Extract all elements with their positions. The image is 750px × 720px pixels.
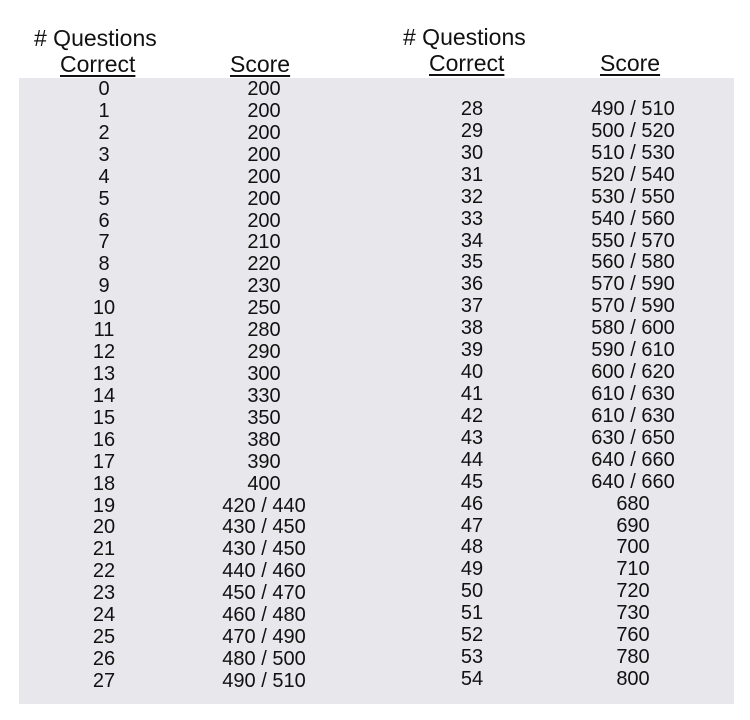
questions-correct-cell: 3 — [98, 143, 110, 166]
questions-correct-cell: 20 — [92, 516, 116, 539]
score-cell: 200 — [247, 209, 281, 232]
score-cell: 580 / 600 — [591, 317, 675, 340]
questions-correct-cell: 41 — [460, 382, 484, 405]
score-cell: 390 — [247, 450, 281, 473]
questions-correct-cell: 24 — [92, 604, 116, 627]
questions-correct-cell: 47 — [460, 514, 484, 537]
score-cell: 680 — [616, 492, 650, 515]
score-cell: 530 / 550 — [591, 185, 675, 208]
questions-correct-cell: 16 — [92, 428, 116, 451]
questions-correct-cell: 13 — [92, 362, 116, 385]
score-cell: 430 / 450 — [222, 516, 306, 539]
right-header-score: Score — [600, 50, 661, 76]
questions-correct-cell: 40 — [460, 361, 484, 384]
score-cell: 250 — [247, 297, 281, 320]
questions-correct-cell: 35 — [460, 251, 484, 274]
questions-correct-cell: 27 — [92, 669, 116, 692]
questions-correct-cell: 10 — [92, 297, 116, 320]
score-cell: 280 — [247, 319, 281, 342]
score-cell: 420 / 440 — [222, 494, 306, 517]
questions-correct-cell: 29 — [460, 119, 484, 142]
questions-correct-cell: 32 — [460, 185, 484, 208]
questions-correct-cell: 11 — [93, 319, 115, 342]
score-cell: 640 / 660 — [591, 448, 675, 471]
score-cell: 290 — [247, 341, 281, 364]
right-header-correct: Correct — [429, 50, 505, 76]
score-cell: 200 — [247, 143, 281, 166]
questions-correct-cell: 23 — [92, 582, 116, 605]
score-cell: 450 / 470 — [222, 582, 306, 605]
score-cell: 480 / 500 — [222, 647, 306, 670]
score-cell: 590 / 610 — [591, 339, 675, 362]
questions-correct-cell: 17 — [92, 450, 116, 473]
score-cell: 560 / 580 — [591, 251, 675, 274]
score-cell: 630 / 650 — [591, 426, 675, 449]
questions-correct-cell: 44 — [460, 448, 484, 471]
questions-correct-cell: 7 — [98, 231, 110, 254]
score-cell: 610 / 630 — [591, 404, 675, 427]
questions-correct-cell: 5 — [98, 187, 110, 210]
questions-correct-cell: 52 — [460, 624, 484, 647]
score-cell: 380 — [247, 428, 281, 451]
score-cell: 800 — [616, 667, 650, 690]
questions-correct-cell: 49 — [460, 558, 484, 581]
questions-correct-cell: 0 — [98, 78, 110, 100]
questions-correct-cell: 26 — [92, 647, 116, 670]
left-header-score: Score — [230, 51, 291, 77]
score-cell: 210 — [247, 231, 281, 254]
questions-correct-cell: 54 — [460, 667, 484, 690]
questions-correct-cell: 45 — [460, 470, 484, 493]
score-cell: 490 / 510 — [591, 98, 675, 120]
questions-correct-cell: 18 — [92, 472, 116, 495]
score-cell: 230 — [247, 275, 281, 298]
score-cell: 200 — [247, 99, 281, 122]
score-cell: 690 — [616, 514, 650, 537]
left-score-column — [194, 79, 334, 693]
score-cell: 490 / 510 — [222, 669, 306, 692]
score-cell: 300 — [247, 362, 281, 385]
questions-correct-cell: 2 — [98, 121, 110, 144]
score-cell: 600 / 620 — [591, 361, 675, 384]
questions-correct-cell: 34 — [460, 229, 484, 252]
questions-correct-cell: 46 — [460, 492, 484, 515]
right-score-column — [563, 99, 703, 691]
questions-correct-cell: 25 — [92, 626, 116, 649]
questions-correct-cell: 33 — [460, 207, 484, 230]
questions-correct-cell: 51 — [460, 602, 484, 625]
questions-correct-cell: 21 — [92, 538, 116, 561]
right-correct-column — [432, 99, 512, 691]
score-cell: 500 / 520 — [591, 119, 675, 142]
questions-correct-cell: 39 — [460, 339, 484, 362]
score-cell: 700 — [616, 536, 650, 559]
questions-correct-cell: 1 — [98, 99, 110, 122]
questions-correct-cell: 14 — [92, 384, 116, 407]
questions-correct-cell: 6 — [98, 209, 110, 232]
questions-correct-cell: 48 — [460, 536, 484, 559]
right-header-questions: # Questions — [403, 24, 526, 50]
questions-correct-cell: 43 — [460, 426, 484, 449]
score-cell: 510 / 530 — [591, 141, 675, 164]
questions-correct-cell: 36 — [460, 273, 484, 296]
questions-correct-cell: 9 — [98, 275, 110, 298]
score-cell: 540 / 560 — [591, 207, 675, 230]
questions-correct-cell: 8 — [98, 253, 110, 276]
questions-correct-cell: 42 — [460, 404, 484, 427]
questions-correct-cell: 28 — [460, 98, 484, 120]
score-cell: 330 — [247, 384, 281, 407]
questions-correct-cell: 50 — [460, 580, 484, 603]
score-cell: 640 / 660 — [591, 470, 675, 493]
score-cell: 220 — [247, 253, 281, 276]
score-cell: 460 / 480 — [222, 604, 306, 627]
left-header-correct: Correct — [60, 51, 136, 77]
score-cell: 520 / 540 — [591, 163, 675, 186]
score-cell: 550 / 570 — [591, 229, 675, 252]
questions-correct-cell: 19 — [92, 494, 116, 517]
questions-correct-cell: 53 — [460, 646, 484, 669]
questions-correct-cell: 30 — [460, 141, 484, 164]
left-correct-column — [64, 79, 144, 693]
score-cell: 200 — [247, 121, 281, 144]
score-cell: 610 / 630 — [591, 382, 675, 405]
left-header-questions: # Questions — [34, 25, 157, 51]
score-cell: 200 — [247, 187, 281, 210]
questions-correct-cell: 38 — [460, 317, 484, 340]
score-cell: 200 — [247, 78, 281, 100]
questions-correct-cell: 31 — [460, 163, 484, 186]
score-cell: 760 — [616, 624, 650, 647]
score-cell: 350 — [247, 406, 281, 429]
questions-correct-cell: 15 — [92, 406, 116, 429]
score-cell: 570 / 590 — [591, 295, 675, 318]
questions-correct-cell: 37 — [460, 295, 484, 318]
questions-correct-cell: 4 — [98, 165, 110, 188]
score-cell: 470 / 490 — [222, 626, 306, 649]
score-cell: 200 — [247, 165, 281, 188]
score-cell: 400 — [247, 472, 281, 495]
score-cell: 440 / 460 — [222, 560, 306, 583]
score-cell: 730 — [616, 602, 650, 625]
questions-correct-cell: 22 — [92, 560, 116, 583]
questions-correct-cell: 12 — [92, 341, 116, 364]
score-cell: 710 — [616, 558, 650, 581]
score-cell: 570 / 590 — [591, 273, 675, 296]
score-cell: 780 — [616, 646, 650, 669]
score-cell: 720 — [616, 580, 650, 603]
score-cell: 430 / 450 — [222, 538, 306, 561]
